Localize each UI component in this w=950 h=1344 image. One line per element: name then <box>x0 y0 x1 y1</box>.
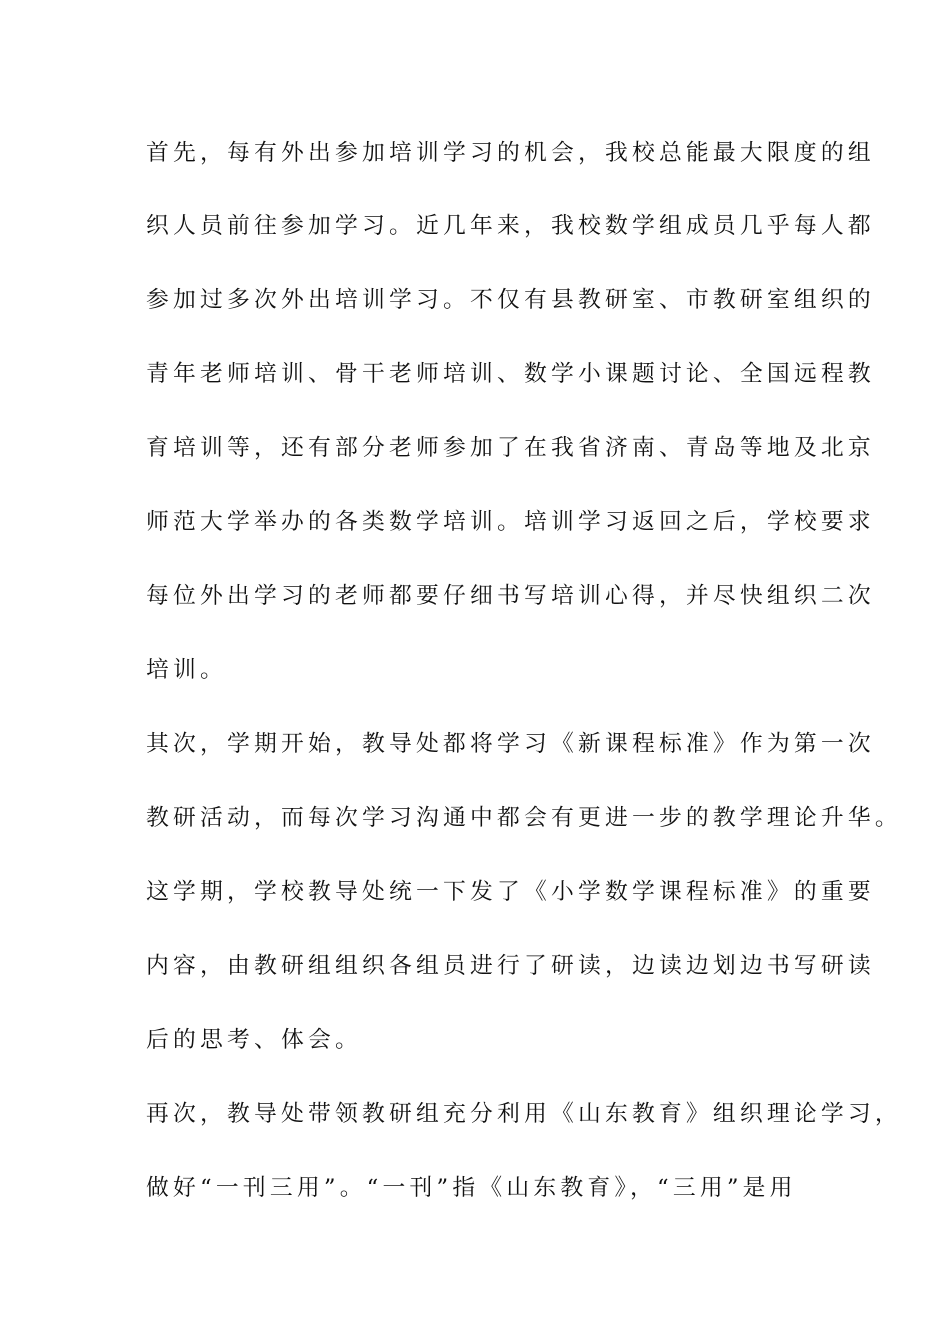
text-line: 教研活动，而每次学习沟通中都会有更进一步的教学理论升华。 <box>146 805 902 831</box>
text-line: 这学期，学校教导处统一下发了《小学数学课程标准》的重要 <box>146 879 875 905</box>
text-line: 师范大学举办的各类数学培训。培训学习返回之后，学校要求 <box>146 509 875 535</box>
text-line: 青年老师培训、骨干老师培训、数学小课题讨论、全国远程教 <box>146 361 875 387</box>
text-line: 每位外出学习的老师都要仔细书写培训心得，并尽快组织二次 <box>146 583 875 609</box>
text-line: 做好“一刊三用”。“一刊”指《山东教育》，“三用”是用 <box>146 1175 797 1201</box>
text-line: 参加过多次外出培训学习。不仅有县教研室、市教研室组织的 <box>146 287 875 313</box>
text-line: 育培训等，还有部分老师参加了在我省济南、青岛等地及北京 <box>146 435 875 461</box>
text-line: 再次，教导处带领教研组充分利用《山东教育》组织理论学习， <box>146 1101 902 1127</box>
text-line: 培训。 <box>146 657 227 683</box>
text-line: 织人员前往参加学习。近几年来，我校数学组成员几乎每人都 <box>146 213 875 239</box>
text-line: 内容，由教研组组织各组员进行了研读，边读边划边书写研读 <box>146 953 875 979</box>
text-line: 后的思考、体会。 <box>146 1027 362 1053</box>
text-line: 首先，每有外出参加培训学习的机会，我校总能最大限度的组 <box>146 140 875 166</box>
text-line: 其次，学期开始，教导处都将学习《新课程标准》作为第一次 <box>146 731 875 757</box>
